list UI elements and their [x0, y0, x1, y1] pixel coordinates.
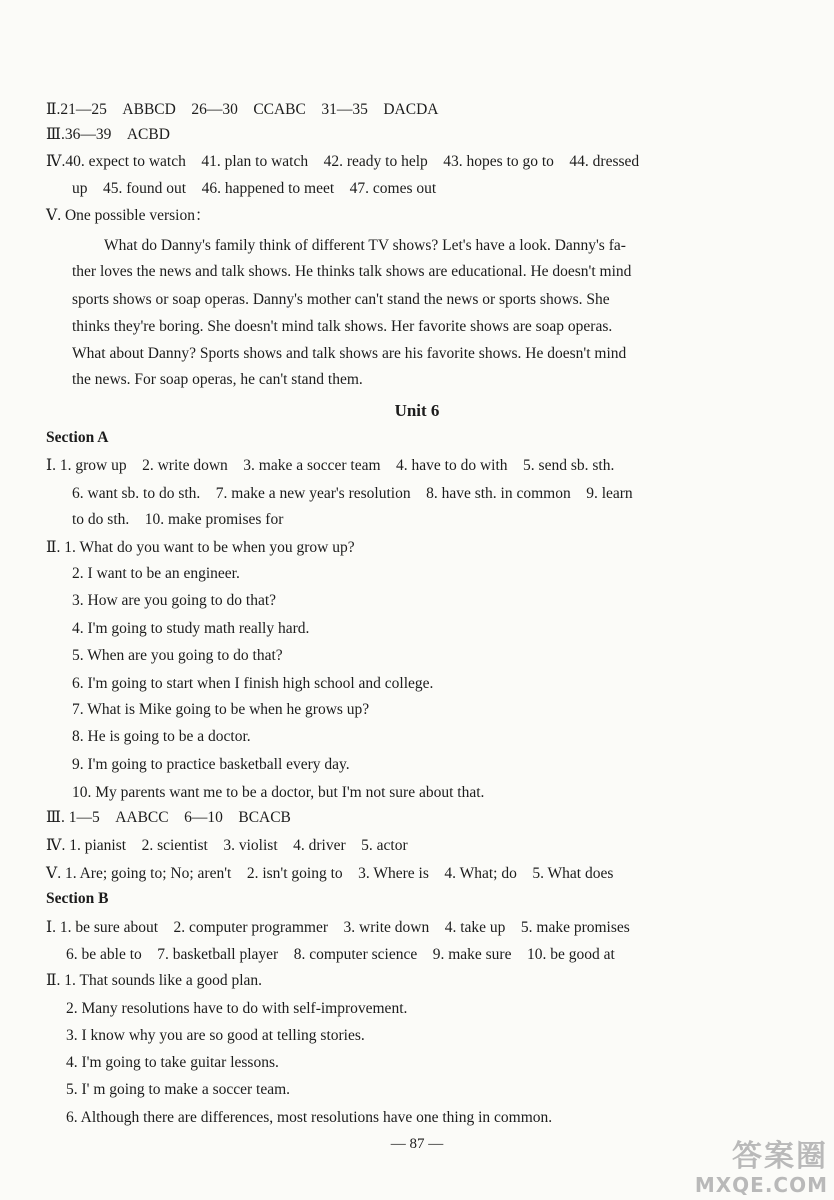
- section-b-ii-item-1: Ⅱ. 1. That sounds like a good plan.: [46, 972, 263, 989]
- section-a-ii-item-9: 9. I'm going to practice basketball every day.: [72, 756, 350, 773]
- site-watermark: [695, 1140, 828, 1196]
- section-b-ii-item-6: 6. Although there are differences, most resolutions have one thing in common.: [66, 1109, 553, 1126]
- answer-line-v-heading: Ⅴ. One possible version：: [46, 207, 211, 224]
- section-a-i-line-1: Ⅰ. 1. grow up 2. write down 3. make a soccer team 4. have to do with 5. send sb. sth.: [46, 457, 615, 474]
- section-a-ii-item-6: 6. I'm going to start when I finish high school and college.: [72, 675, 434, 692]
- essay-line-6: the news. For soap operas, he can't stand them.: [72, 371, 363, 388]
- section-b-ii-item-3: 3. I know why you are so good at telling stories.: [66, 1027, 365, 1044]
- essay-line-4: thinks they're boring. She doesn't mind talk shows. Her favorite shows are soap operas.: [72, 318, 613, 335]
- essay-line-1: What do Danny's family think of different TV shows? Let's have a look. Danny's fa-: [104, 237, 626, 254]
- section-a-ii-item-2: 2. I want to be an engineer.: [72, 565, 240, 582]
- answer-line-iv-40-44: Ⅳ.40. expect to watch 41. plan to watch 42. ready to help 43. hopes to go to 44. dressed: [46, 153, 640, 170]
- section-b-ii-item-4: 4. I'm going to take guitar lessons.: [66, 1054, 279, 1071]
- answer-line-iii-36-39: Ⅲ.36—39 ACBD: [46, 126, 170, 143]
- section-b-i-line-2: 6. be able to 7. basketball player 8. computer science 9. make sure 10. be good at: [66, 946, 615, 963]
- section-a-ii-item-4: 4. I'm going to study math really hard.: [72, 620, 310, 637]
- section-a-iii: Ⅲ. 1—5 AABCC 6—10 BCACB: [46, 809, 291, 826]
- section-a-ii-item-8: 8. He is going to be a doctor.: [72, 728, 251, 745]
- section-a-ii-item-3: 3. How are you going to do that?: [72, 592, 277, 609]
- section-a-heading: Section A: [46, 429, 109, 446]
- essay-line-3: sports shows or soap operas. Danny's mother can't stand the news or sports shows. She: [72, 291, 610, 308]
- section-a-iv: Ⅳ. 1. pianist 2. scientist 3. violist 4. driver 5. actor: [46, 837, 408, 854]
- essay-line-5: What about Danny? Sports shows and talk shows are his favorite shows. He doesn't mind: [72, 345, 627, 362]
- section-b-heading: Section B: [46, 890, 109, 907]
- watermark-url: MXQE.COM: [694, 1173, 828, 1197]
- section-a-v: Ⅴ. 1. Are; going to; No; aren't 2. isn't going to 3. Where is 4. What; do 5. What does: [46, 865, 614, 882]
- section-a-ii-item-1: Ⅱ. 1. What do you want to be when you grow up?: [46, 539, 355, 556]
- section-b-ii-item-2: 2. Many resolutions have to do with self-improvement.: [66, 1000, 408, 1017]
- section-a-ii-item-5: 5. When are you going to do that?: [72, 647, 283, 664]
- section-b-ii-item-5: 5. I' m going to make a soccer team.: [66, 1081, 291, 1098]
- page-number: — 87 —: [390, 1136, 444, 1152]
- section-a-i-line-3: to do sth. 10. make promises for: [72, 511, 284, 528]
- watermark-logo-text: 答案圈: [732, 1139, 828, 1174]
- section-b-i-line-1: Ⅰ. 1. be sure about 2. computer programmer 3. write down 4. take up 5. make promises: [46, 919, 630, 936]
- answer-line-ii-21-35: Ⅱ.21—25 ABBCD 26—30 CCABC 31—35 DACDA: [46, 101, 439, 118]
- section-a-i-line-2: 6. want sb. to do sth. 7. make a new year's resolution 8. have sth. in common 9. learn: [72, 485, 633, 502]
- section-a-ii-item-10: 10. My parents want me to be a doctor, but I'm not sure about that.: [72, 784, 485, 801]
- unit-title: Unit 6: [394, 401, 440, 420]
- essay-line-2: ther loves the news and talk shows. He thinks talk shows are educational. He doesn't mind: [72, 263, 632, 280]
- answer-line-iv-45-47: up 45. found out 46. happened to meet 47. comes out: [72, 180, 437, 197]
- section-a-ii-item-7: 7. What is Mike going to be when he grows up?: [72, 701, 370, 718]
